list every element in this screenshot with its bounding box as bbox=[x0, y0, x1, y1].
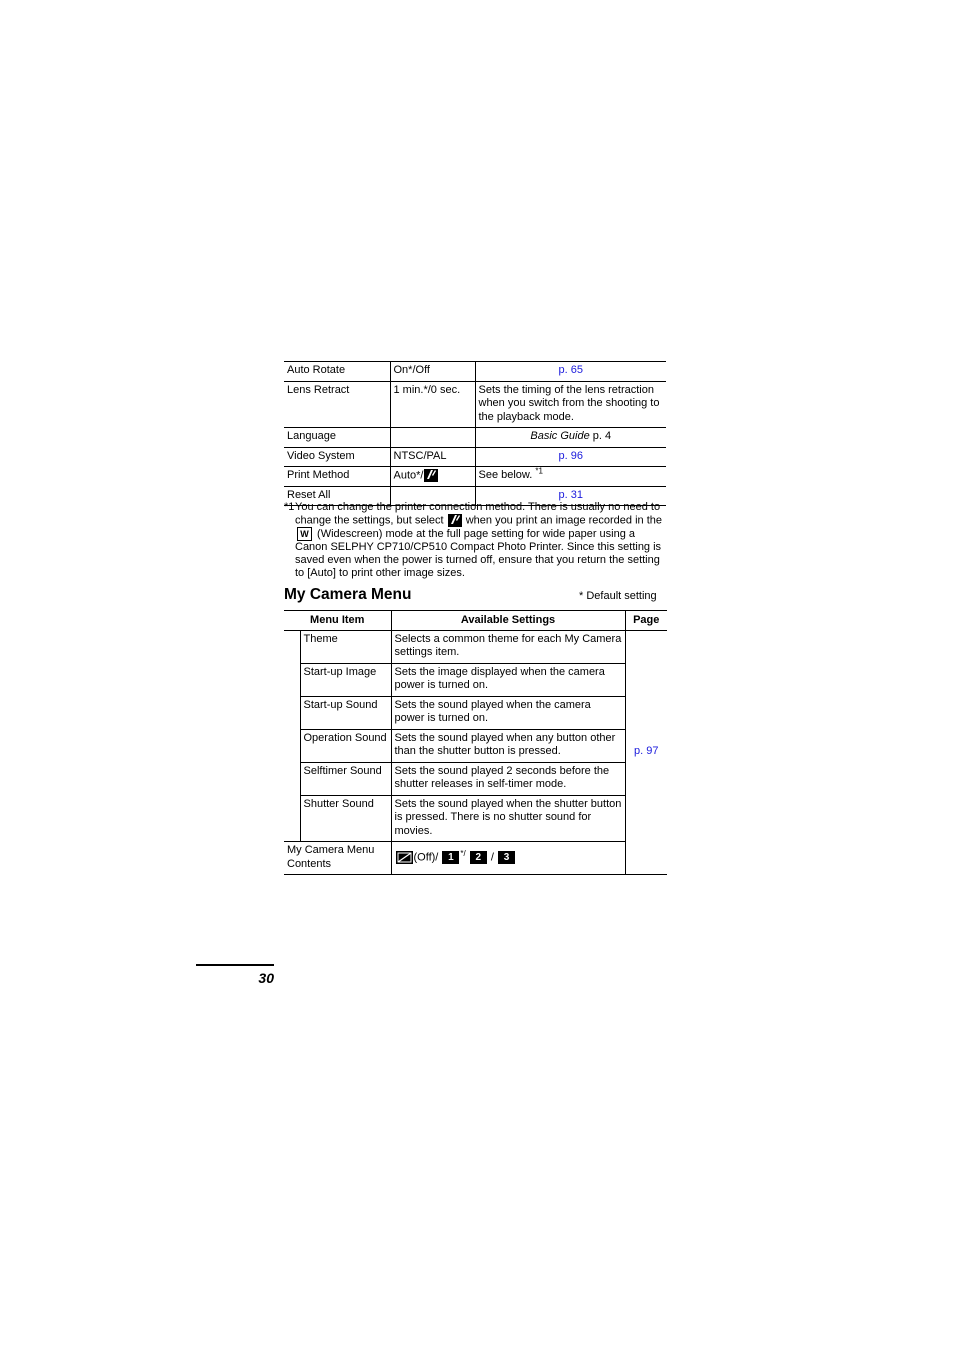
header-menu-item: Menu Item bbox=[284, 611, 391, 631]
menu-item-label: Reset All bbox=[284, 486, 390, 506]
page-number: 30 bbox=[258, 970, 274, 986]
page-cell bbox=[625, 630, 667, 875]
indent-cell bbox=[284, 663, 300, 696]
table-header-row bbox=[284, 611, 667, 631]
setting-value: 1 min.*/0 sec. bbox=[390, 381, 475, 428]
indent-cell bbox=[284, 795, 300, 842]
section-title: My Camera Menu bbox=[284, 586, 412, 603]
theme-2-icon: 2 bbox=[470, 851, 487, 864]
table-row bbox=[284, 696, 667, 729]
menu-item-label: My Camera Menu Contents bbox=[284, 842, 391, 875]
indent-cell bbox=[284, 762, 300, 795]
table-row bbox=[284, 467, 666, 487]
footnote bbox=[284, 501, 666, 579]
table-row bbox=[284, 663, 667, 696]
settings-table bbox=[284, 361, 666, 506]
reference-page: p. 4 bbox=[589, 430, 612, 442]
indent-cell bbox=[284, 630, 300, 663]
theme-off-icon bbox=[396, 851, 413, 864]
default-setting-note: * Default setting bbox=[579, 590, 657, 602]
setting-value bbox=[390, 428, 475, 448]
menu-item-label: Video System bbox=[284, 447, 390, 467]
my-camera-menu-table bbox=[284, 610, 667, 875]
setting-description: See below. $^{*1}$ bbox=[475, 467, 666, 487]
setting-description: Sets the image displayed when the camera power is turned on. bbox=[391, 663, 625, 696]
off-label: (Off)/ bbox=[413, 850, 439, 863]
indent-cell bbox=[284, 696, 300, 729]
table-row bbox=[284, 428, 666, 448]
setting-description: Sets the sound played when the camera power is turned on. bbox=[391, 696, 625, 729]
header-available-settings: Available Settings bbox=[391, 611, 625, 631]
page-link[interactable]: p. 65 bbox=[558, 364, 583, 376]
menu-item-label: Shutter Sound bbox=[300, 795, 391, 842]
print-transfer-icon bbox=[448, 514, 462, 527]
footnote-ref: *1 bbox=[535, 466, 543, 476]
setting-value bbox=[390, 467, 475, 487]
contents-options: (Off)/ 1 */ 2 / 3 bbox=[391, 842, 625, 875]
setting-value: On*/Off bbox=[390, 362, 475, 382]
menu-item-label: Language bbox=[284, 428, 390, 448]
table-row bbox=[284, 381, 666, 428]
menu-item-label: Theme bbox=[300, 630, 391, 663]
table-row bbox=[284, 447, 666, 467]
setting-description: Sets the sound played when any button other than the shutter button is pressed. bbox=[391, 729, 625, 762]
menu-item-label: Selftimer Sound bbox=[300, 762, 391, 795]
table-row bbox=[284, 630, 667, 663]
table-row bbox=[284, 762, 667, 795]
menu-item-label: Operation Sound bbox=[300, 729, 391, 762]
header-page: Page bbox=[625, 611, 667, 631]
table-row bbox=[284, 795, 667, 842]
indent-cell bbox=[284, 729, 300, 762]
setting-description: Sets the timing of the lens retraction when you switch from the shooting to the playback mode. bbox=[475, 381, 666, 428]
reference bbox=[475, 428, 666, 448]
print-transfer-icon bbox=[424, 469, 438, 482]
footnote-mark: *1 bbox=[284, 501, 295, 513]
setting-value: NTSC/PAL bbox=[390, 447, 475, 467]
menu-item-label: Auto Rotate bbox=[284, 362, 390, 382]
menu-item-label: Lens Retract bbox=[284, 381, 390, 428]
menu-item-label: Print Method bbox=[284, 467, 390, 487]
page-link[interactable]: p. 97 bbox=[634, 745, 659, 757]
setting-description: Selects a common theme for each My Camera settings item. bbox=[391, 630, 625, 663]
page-link[interactable]: p. 96 bbox=[558, 449, 583, 462]
table-row bbox=[284, 729, 667, 762]
widescreen-icon: W bbox=[297, 527, 312, 541]
theme-3-icon: 3 bbox=[498, 851, 515, 864]
setting-description: Sets the sound played 2 seconds before the shutter releases in self-timer mode. bbox=[391, 762, 625, 795]
theme-1-icon: 1 bbox=[442, 851, 459, 864]
table-row bbox=[284, 362, 666, 382]
menu-item-label: Start-up Sound bbox=[300, 696, 391, 729]
page-link[interactable]: p. 31 bbox=[558, 488, 583, 501]
menu-item-label: Start-up Image bbox=[300, 663, 391, 696]
footnote-text: You can change the printer connection method. There is usually no need to change the settings, but select when you print an image recorded in the W (Widescreen) mode at the full page setting for wide paper using a Canon SELPHY CP710/CP510 Compact Photo Printer. Since this setting is saved even when the power is turned off, ensure that you return the setting to [Auto] to print other image sizes. bbox=[295, 501, 662, 579]
reference-title: Basic Guide bbox=[530, 430, 590, 442]
table-row bbox=[284, 842, 667, 875]
page-number-rule bbox=[196, 964, 274, 966]
setting-value-text: Auto*/ bbox=[393, 469, 424, 482]
setting-description: Sets the sound played when the shutter button is pressed. There is no shutter sound for movies. bbox=[391, 795, 625, 842]
